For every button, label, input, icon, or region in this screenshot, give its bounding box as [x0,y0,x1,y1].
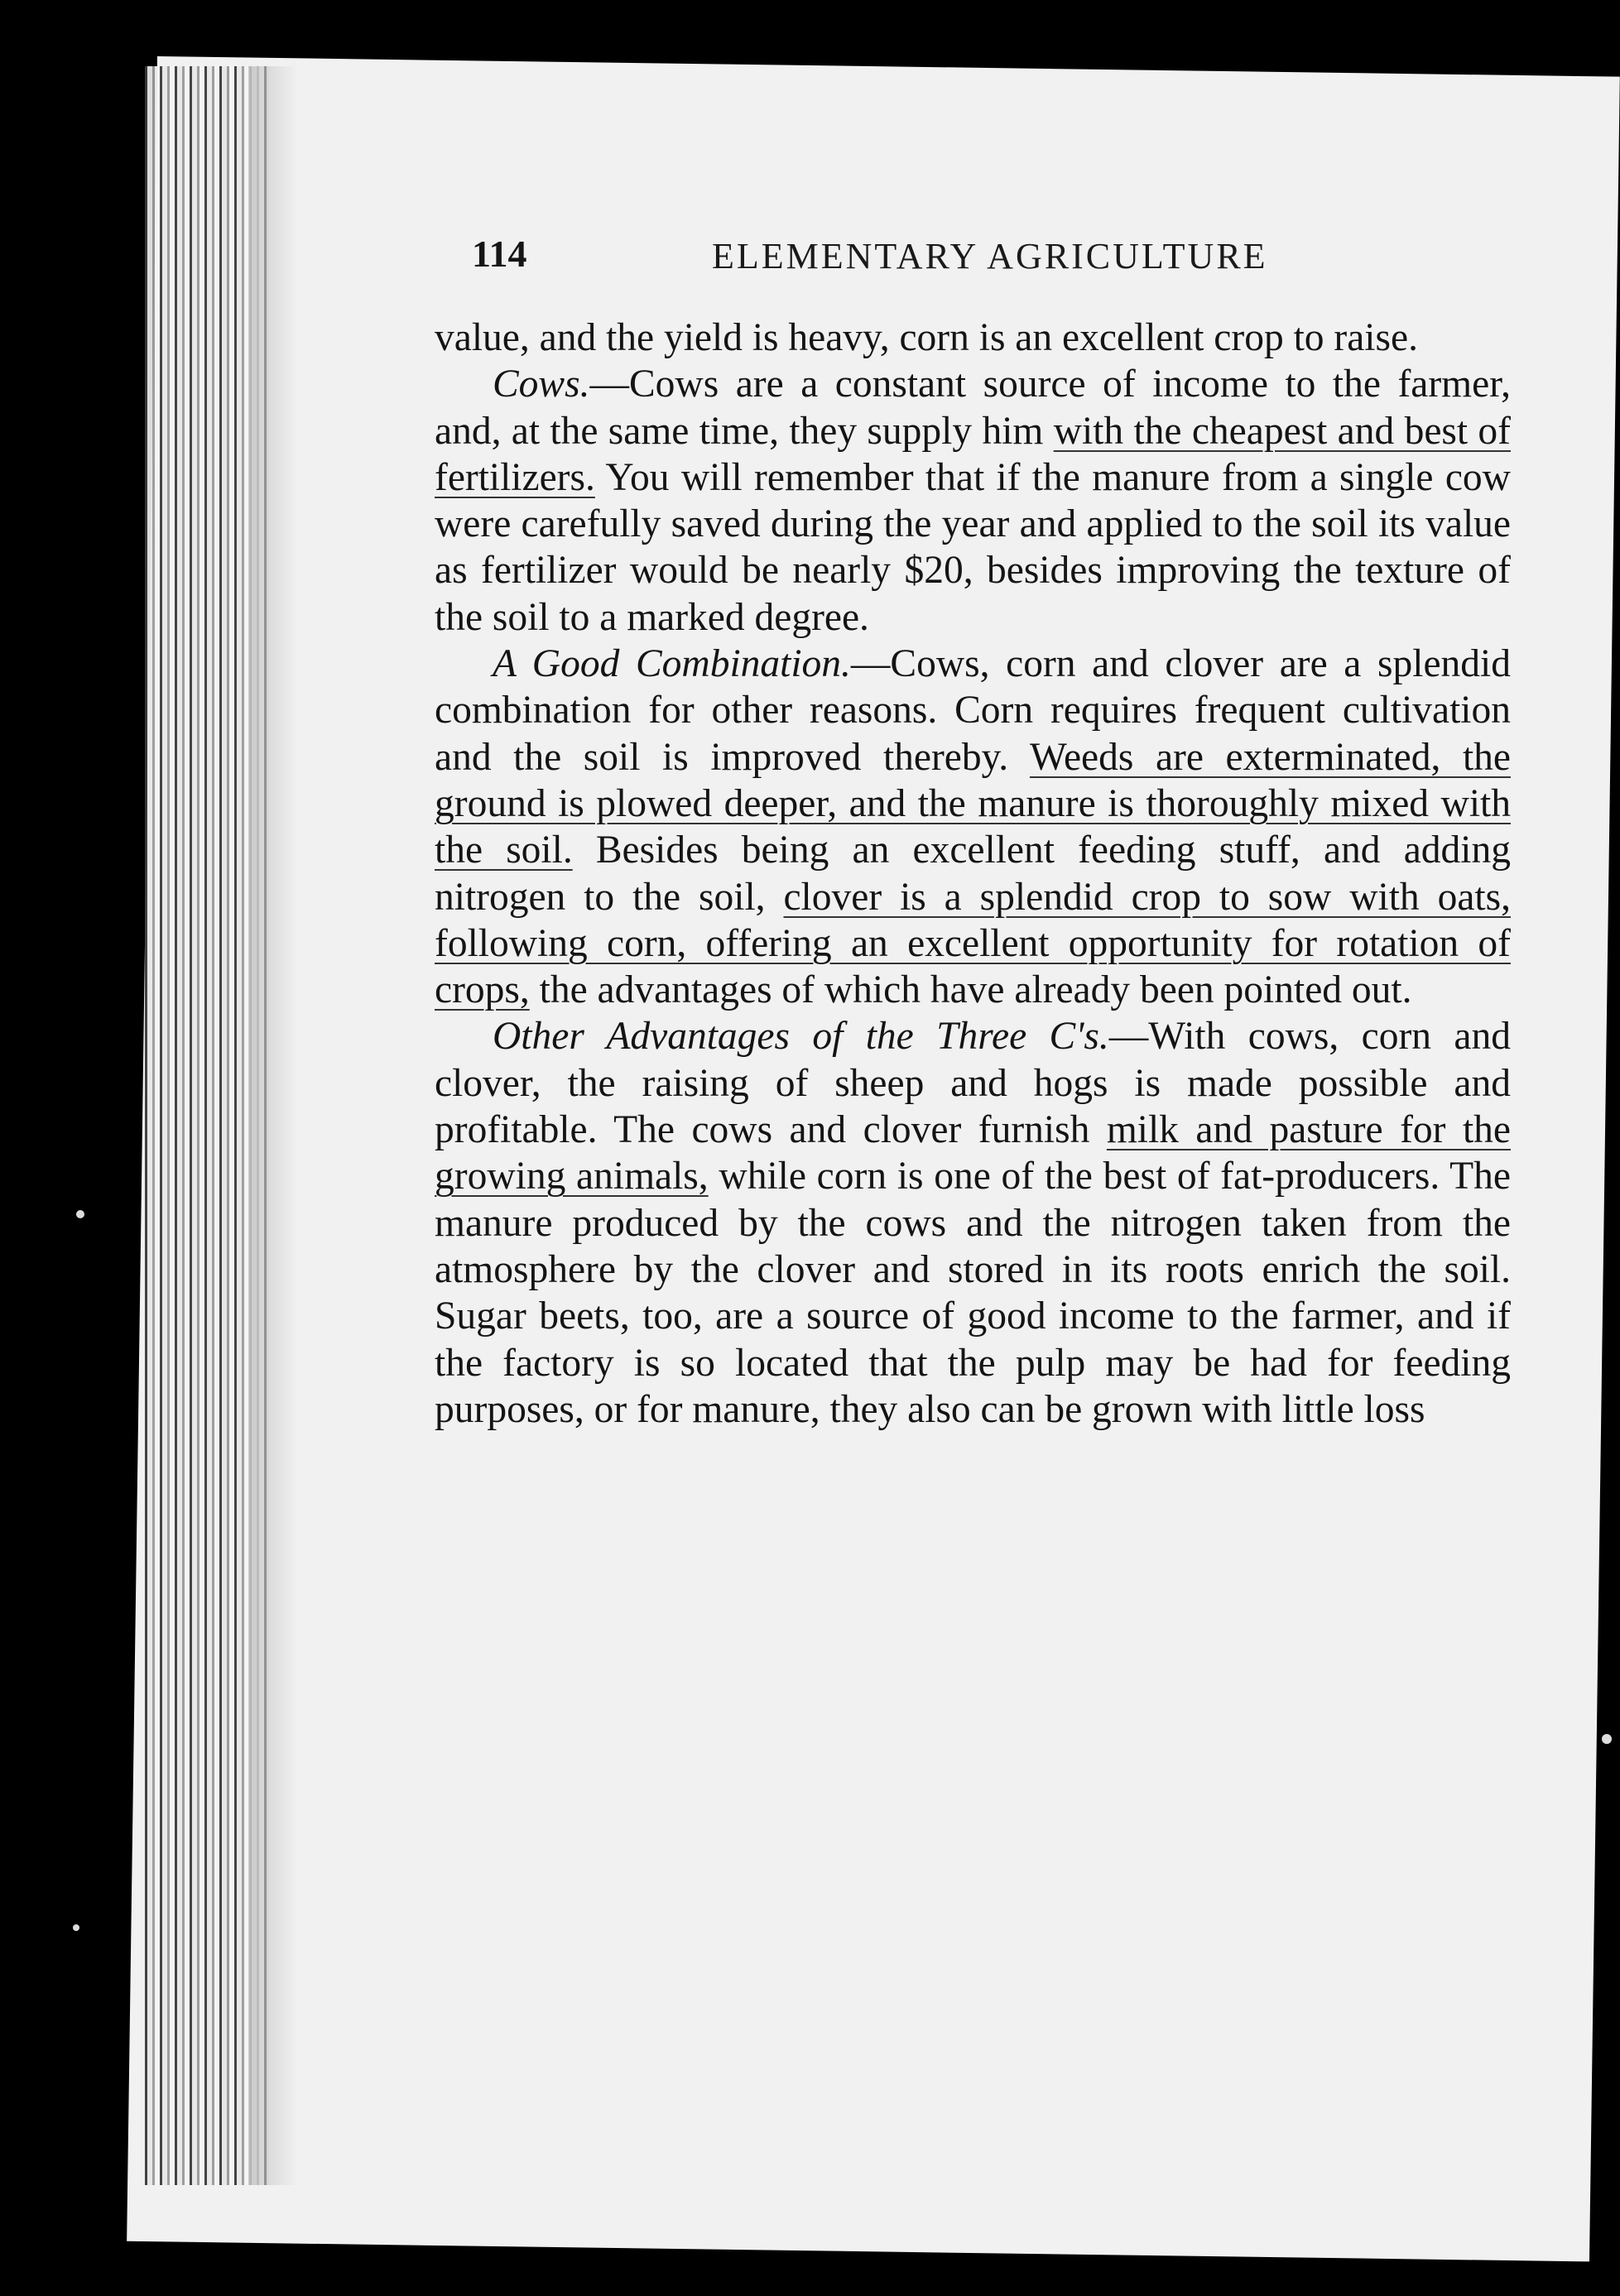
page-number: 114 [472,233,527,275]
paragraph-cows [435,361,1511,641]
topic-heading: Cows. [493,363,590,406]
page-header [472,232,1565,281]
topic-heading: A Good Combination. [493,642,851,686]
paragraph-other-advantages [435,1013,1511,1433]
page-curve-shadow [248,66,298,2185]
paragraph-text: while corn is one of the best of fat-producers. The manure produced by the cows and the nitrogen taken from the atmosphere by the clover and stored in its roots enrich the soil. Sugar beets, too, are a source of good income to the farmer, and if the factory is so located that the pulp may be had for feeding purposes, or for manure, they also can be grown with little loss [435,1155,1511,1431]
underlined-passage: clover is a splendid crop to sow with oats, following corn, offering an excellent opportunity for rotation of crops, [435,875,1511,1012]
underlined-passage: Weeds are exterminated, the ground is plowed deeper, and the manure is thoroughly mixed with the soil. [435,735,1511,872]
paragraph-text: the advantages of which have already been pointed out. [529,968,1412,1012]
paragraph-continuation [435,315,1511,361]
paragraph-good-combination [435,641,1511,1013]
dust-speck [73,1924,79,1931]
paragraph-text: —Cows, corn and clover are a splendid combination for other reasons. Corn requires frequent cultivation and the soil is improved thereby. [435,642,1511,779]
paragraph-text: —Cows are a constant source of income to the farmer, and, at the same time, they supply him [435,363,1511,453]
paragraph-text: You will remember that if the manure from a single cow were carefully saved during the year and applied to the soil its value as fertilizer would be nearly $20, besides improving the texture of the soil to a marked degree. [435,455,1511,639]
topic-heading: Other Advantages of the Three C's. [493,1015,1109,1059]
paragraph-text: —With cows, corn and clover, the raising of sheep and hogs is made possible and profitable. The cows and clover furnish [435,1015,1511,1152]
page-body [435,315,1511,1433]
underlined-passage: with the cheapest and best of fertilizers. [435,409,1512,499]
dust-speck [76,1210,84,1218]
paragraph-text: value, and the yield is heavy, corn is an excellent crop to raise. [435,316,1418,359]
dust-speck [1602,1734,1612,1744]
paragraph-text: Besides being an excellent feeding stuff, and adding nitrogen to the soil, [435,829,1511,919]
underlined-passage: milk and pasture for the growing animals, [435,1108,1511,1198]
running-head: ELEMENTARY AGRICULTURE [712,236,1268,276]
